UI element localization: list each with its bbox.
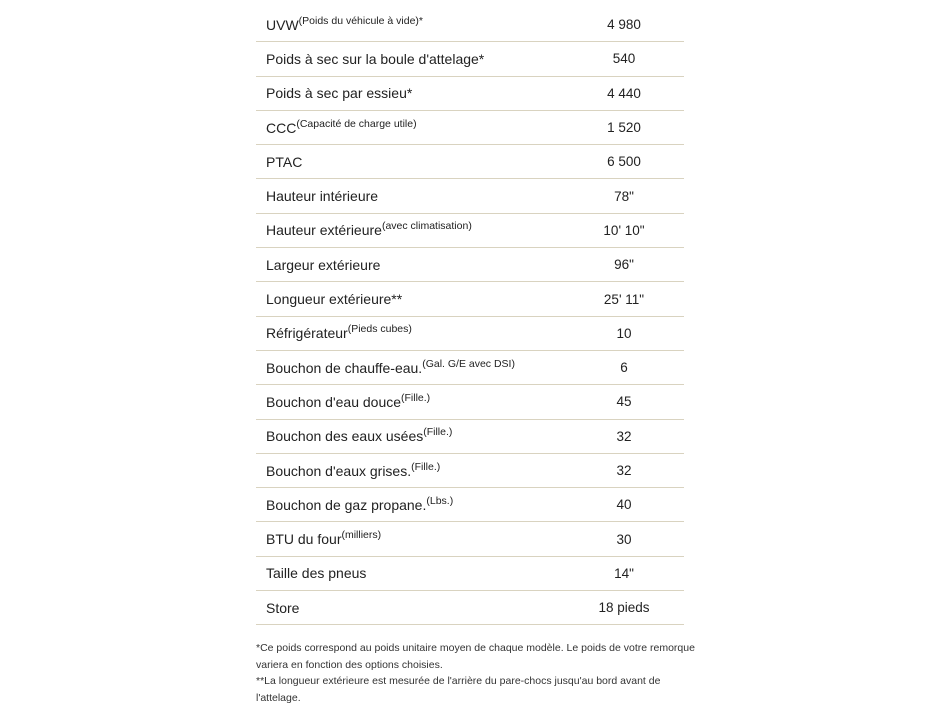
spec-label <box>256 117 564 136</box>
spec-value: 18 pieds <box>598 600 650 616</box>
spec-row <box>256 111 684 145</box>
spec-label <box>256 600 564 616</box>
spec-label-note: (Gal. G/E avec DSI) <box>422 357 515 370</box>
spec-label <box>256 14 564 33</box>
spec-row <box>256 351 684 385</box>
spec-label <box>256 257 564 273</box>
spec-label-text: Bouchon de chauffe-eau. <box>266 359 423 376</box>
spec-label-note: (Fille.) <box>423 426 453 439</box>
spec-label-text: Hauteur extérieure <box>266 222 382 239</box>
spec-value: 4 980 <box>607 17 641 33</box>
spec-label-text: Poids à sec sur la boule d'attelage* <box>266 50 485 67</box>
specifications-table <box>256 8 684 625</box>
spec-value: 10 <box>616 325 632 341</box>
spec-label-text: Bouchon de gaz propane. <box>266 496 427 513</box>
spec-label-text: Largeur extérieure <box>266 256 381 273</box>
spec-label <box>256 531 564 547</box>
spec-label <box>256 154 564 170</box>
spec-row <box>256 420 684 454</box>
spec-label-text: Store <box>266 599 300 616</box>
spec-row <box>256 282 684 316</box>
spec-value: 6 <box>620 360 628 376</box>
spec-row <box>256 77 684 111</box>
spec-label <box>256 565 564 581</box>
spec-label-text: UVW <box>266 16 299 33</box>
spec-label-text: Bouchon des eaux usées <box>266 428 424 445</box>
spec-row <box>256 248 684 282</box>
spec-label <box>256 460 564 479</box>
spec-label-note: (avec climatisation) <box>381 220 472 233</box>
spec-label <box>256 428 564 444</box>
spec-label-text: BTU du four <box>266 531 342 548</box>
footnotes <box>256 640 696 706</box>
spec-label-text: Hauteur intérieure <box>266 188 379 205</box>
spec-value: 10' 10" <box>603 222 645 238</box>
spec-label <box>256 391 564 410</box>
spec-row <box>256 522 684 556</box>
spec-value: 14" <box>614 565 634 581</box>
spec-value: 6 500 <box>607 154 641 170</box>
spec-label <box>256 494 564 513</box>
spec-label-text: PTAC <box>266 153 303 170</box>
spec-row <box>256 488 684 522</box>
spec-row <box>256 145 684 179</box>
spec-label-note: (Fille.) <box>401 391 431 404</box>
spec-value: 540 <box>612 51 636 67</box>
spec-row <box>256 179 684 213</box>
spec-value: 96" <box>614 257 634 273</box>
spec-row <box>256 454 684 488</box>
spec-label <box>256 291 564 307</box>
spec-row <box>256 317 684 351</box>
spec-value: 40 <box>616 497 632 513</box>
spec-value: 32 <box>616 428 632 444</box>
spec-label <box>256 51 564 67</box>
weight-footnote: *Ce poids correspond au poids unitaire moyen de chaque modèle. Le poids de votre remorque variera en fonction des options choisies. <box>256 642 695 671</box>
spec-label <box>256 325 564 341</box>
spec-label-text: Réfrigérateur <box>266 325 348 342</box>
spec-label-text: Longueur extérieure** <box>266 291 403 308</box>
spec-label-note: (milliers) <box>341 529 382 542</box>
spec-label-note: (Poids du véhicule à vide)* <box>298 14 423 27</box>
spec-value: 4 440 <box>607 85 641 101</box>
spec-label-text: Taille des pneus <box>266 565 367 582</box>
spec-row <box>256 385 684 419</box>
spec-label <box>256 222 564 238</box>
spec-label-text: Bouchon d'eaux grises. <box>266 462 412 479</box>
spec-label-text: Bouchon d'eau douce <box>266 393 402 410</box>
spec-label-note: (Lbs.) <box>426 494 454 507</box>
spec-row <box>256 557 684 591</box>
spec-label-note: (Capacité de charge utile) <box>296 117 417 130</box>
spec-value: 32 <box>616 463 632 478</box>
spec-label <box>256 188 564 204</box>
spec-label-text: CCC <box>266 119 297 136</box>
spec-label-note: (Pieds cubes) <box>347 323 412 336</box>
specifications-rows <box>256 8 684 625</box>
spec-value: 1 520 <box>607 120 641 136</box>
spec-label <box>256 357 564 376</box>
spec-row <box>256 591 684 625</box>
spec-value: 45 <box>616 394 632 410</box>
length-footnote: **La longueur extérieure est mesurée de l'arrière du pare-chocs jusqu'au bord avant de l'attelage. <box>256 675 661 704</box>
spec-label-text: Poids à sec par essieu* <box>266 85 413 102</box>
spec-value: 78" <box>614 188 634 204</box>
spec-label-note: (Fille.) <box>411 460 441 473</box>
spec-row <box>256 8 684 42</box>
spec-value: 30 <box>616 531 632 547</box>
spec-value: 25' 11" <box>603 291 645 307</box>
spec-row <box>256 214 684 248</box>
spec-row <box>256 42 684 76</box>
spec-label <box>256 85 564 101</box>
